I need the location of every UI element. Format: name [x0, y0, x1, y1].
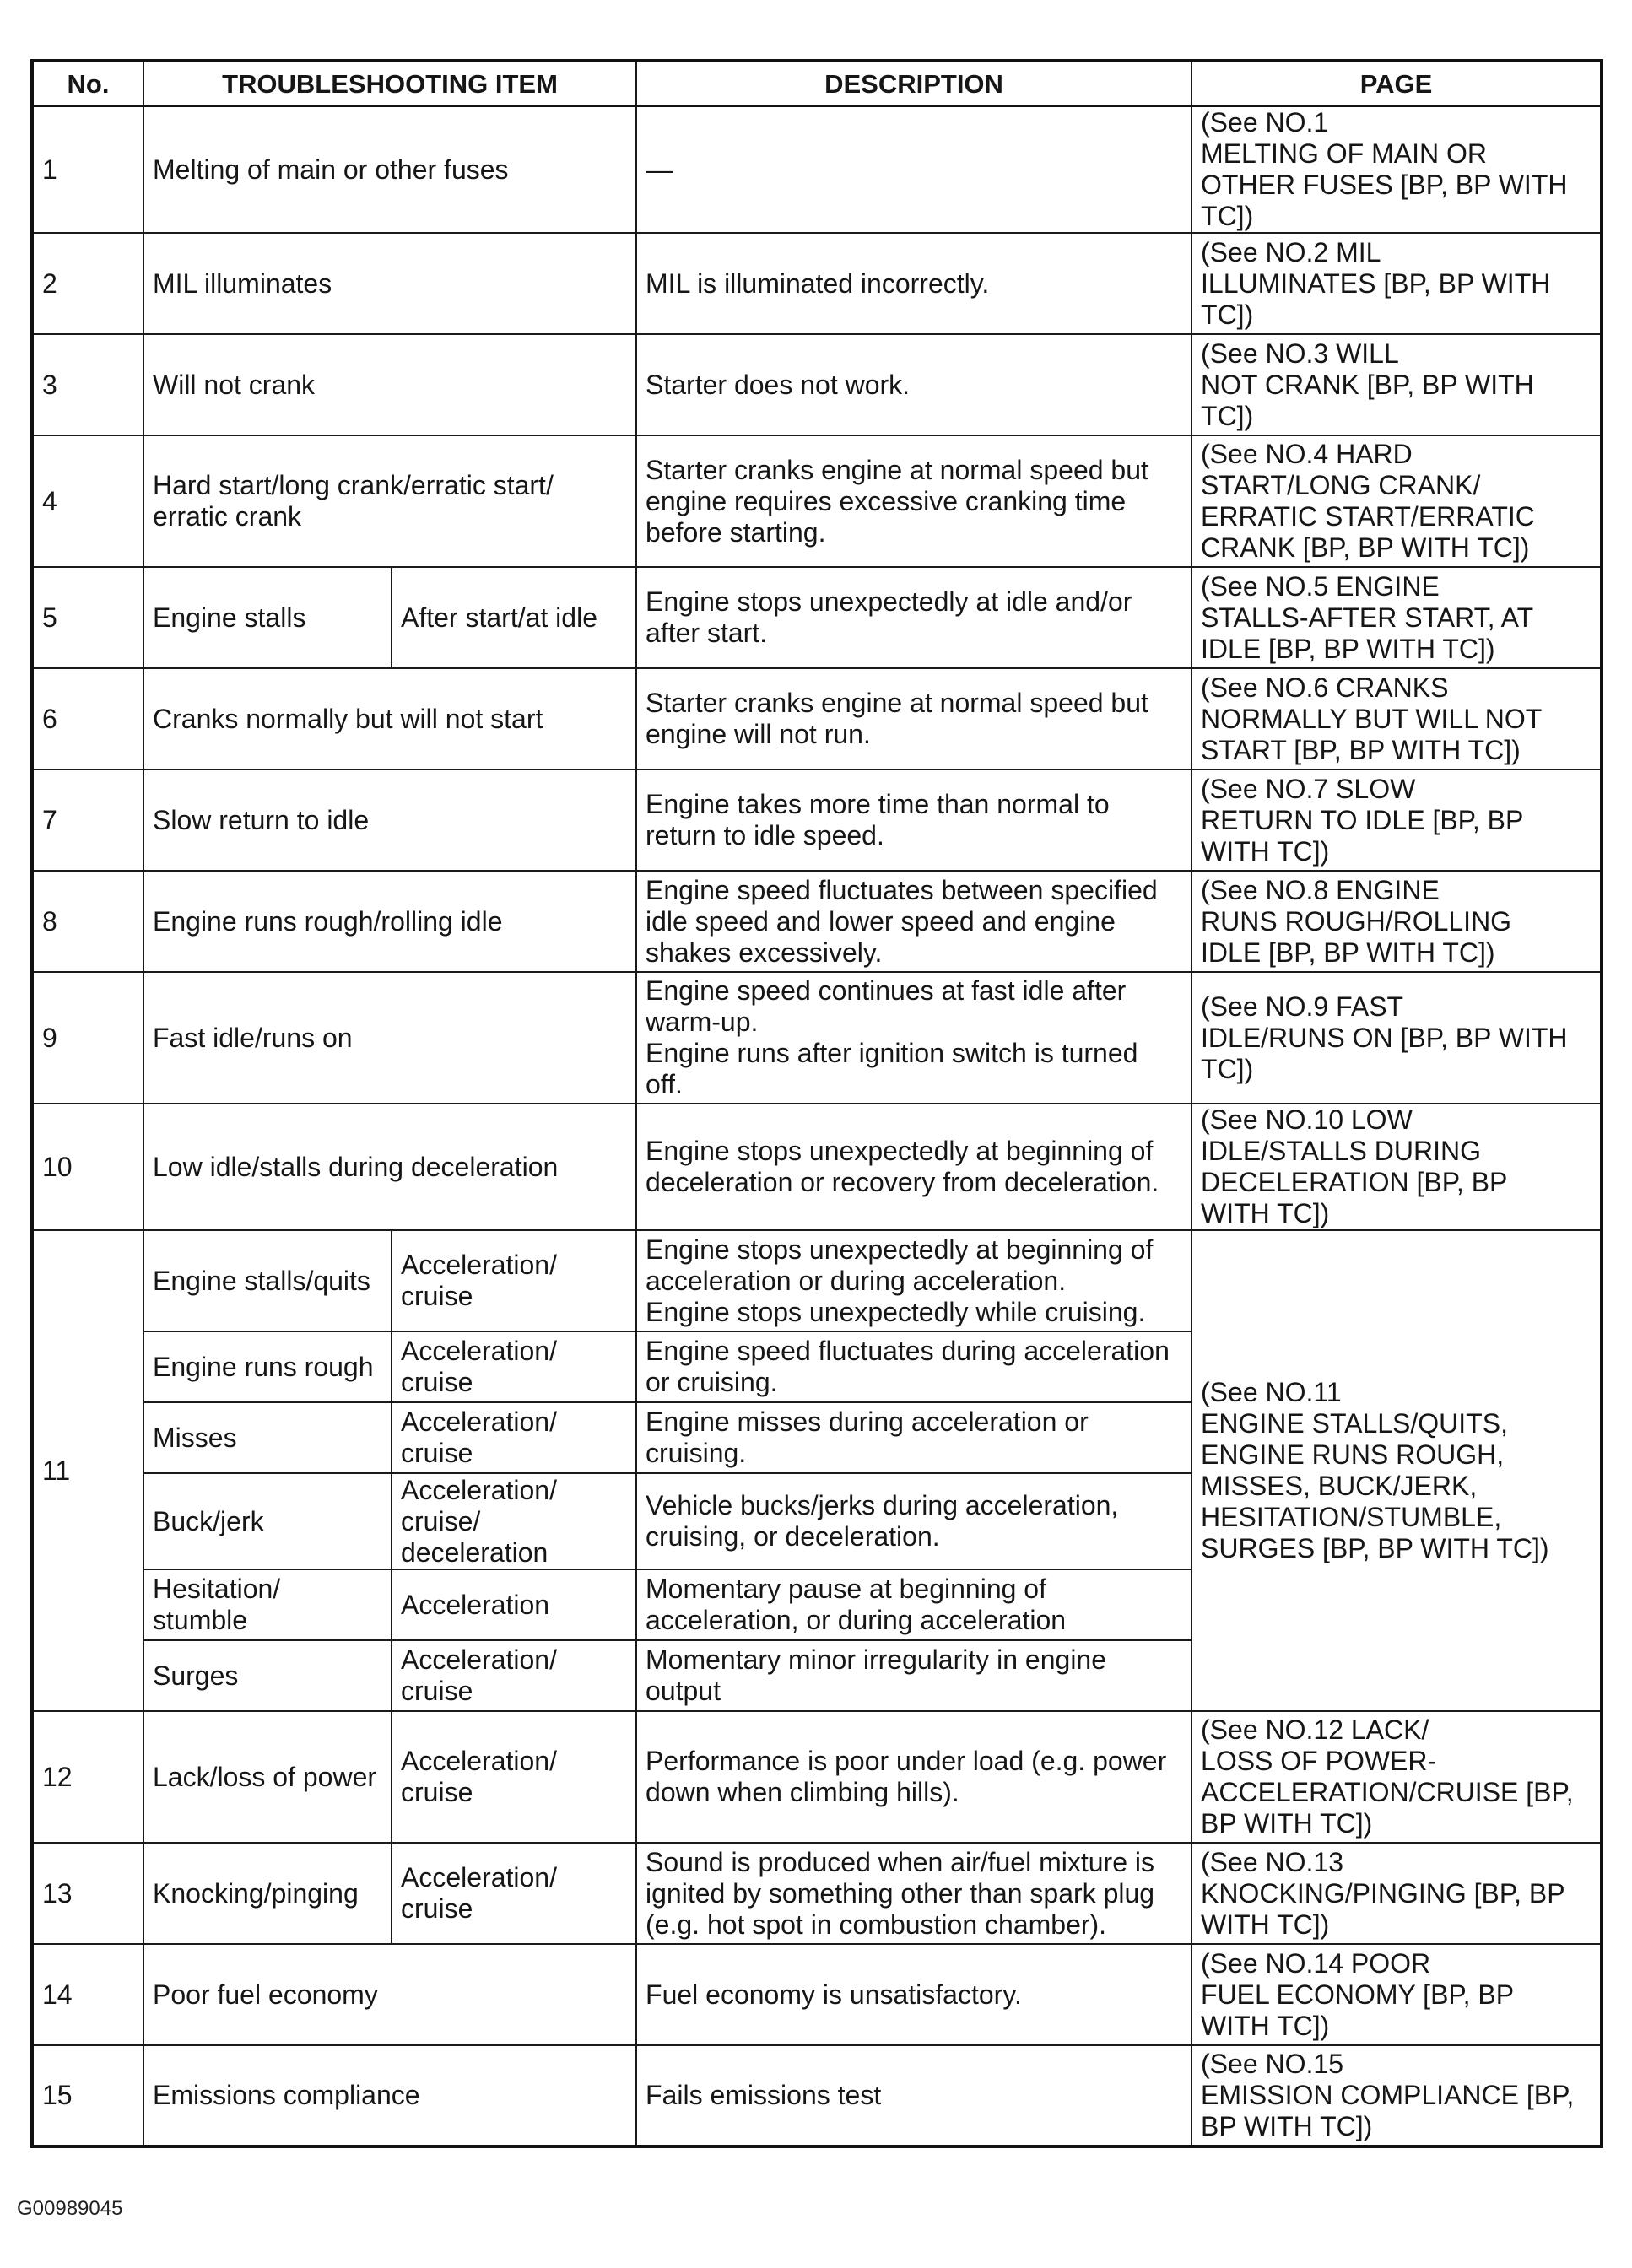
page-reference: (See NO.8 ENGINE RUNS ROUGH/ROLLING IDLE [BP, BP WITH TC])	[1192, 871, 1602, 972]
description: Vehicle bucks/jerks during acceleration, cruising, or deceleration.	[636, 1473, 1192, 1569]
page-reference: (See NO.5 ENGINE STALLS-AFTER START, AT IDLE [BP, BP WITH TC])	[1192, 567, 1602, 668]
troubleshooting-item: Fast idle/runs on	[143, 972, 636, 1104]
row-number: 13	[32, 1843, 143, 1944]
table-row	[32, 334, 1602, 435]
page-reference: (See NO.7 SLOW RETURN TO IDLE [BP, BP WITH TC])	[1192, 770, 1602, 871]
row-number: 4	[32, 435, 143, 567]
row-number: 1	[32, 106, 143, 234]
table-body	[32, 106, 1602, 2147]
row-number: 8	[32, 871, 143, 972]
description: Performance is poor under load (e.g. power down when climbing hills).	[636, 1711, 1192, 1843]
table-row	[32, 1711, 1602, 1843]
figure-code: G00989045	[17, 2197, 123, 2220]
condition: Acceleration	[392, 1569, 636, 1640]
description: Engine stops unexpectedly at idle and/or after start.	[636, 567, 1192, 668]
troubleshooting-item: Poor fuel economy	[143, 1944, 636, 2045]
table-row	[32, 871, 1602, 972]
troubleshooting-item: Will not crank	[143, 334, 636, 435]
description: Sound is produced when air/fuel mixture is ignited by something other than spark plug (e.g. hot spot in combustion chamber).	[636, 1843, 1192, 1944]
troubleshooting-item: Low idle/stalls during deceleration	[143, 1104, 636, 1230]
troubleshooting-item: MIL illuminates	[143, 233, 636, 334]
page-reference: (See NO.12 LACK/ LOSS OF POWER- ACCELERATION/CRUISE [BP, BP WITH TC])	[1192, 1711, 1602, 1843]
row-number: 15	[32, 2045, 143, 2146]
description: Momentary minor irregularity in engine output	[636, 1640, 1192, 1711]
description: Engine stops unexpectedly at beginning of acceleration or during acceleration. Engine stops unexpectedly while cruising.	[636, 1230, 1192, 1331]
troubleshooting-item: Melting of main or other fuses	[143, 106, 636, 234]
condition: Acceleration/ cruise	[392, 1230, 636, 1331]
header-troubleshooting-item: TROUBLESHOOTING ITEM	[143, 61, 636, 106]
condition: Acceleration/ cruise/ deceleration	[392, 1473, 636, 1569]
row-number: 5	[32, 567, 143, 668]
table-row	[32, 1104, 1602, 1230]
description: Starter does not work.	[636, 334, 1192, 435]
page-reference: (See NO.2 MIL ILLUMINATES [BP, BP WITH TC])	[1192, 233, 1602, 334]
page-reference: (See NO.6 CRANKS NORMALLY BUT WILL NOT START [BP, BP WITH TC])	[1192, 668, 1602, 770]
troubleshooting-item: Cranks normally but will not start	[143, 668, 636, 770]
troubleshooting-item: Emissions compliance	[143, 2045, 636, 2146]
table-row	[32, 567, 1602, 668]
description: Momentary pause at beginning of acceleration, or during acceleration	[636, 1569, 1192, 1640]
condition: Acceleration/ cruise	[392, 1711, 636, 1843]
header-description: DESCRIPTION	[636, 61, 1192, 106]
troubleshooting-item: Misses	[143, 1402, 392, 1473]
table-row-11-sub	[32, 1230, 1602, 1331]
troubleshooting-table	[30, 59, 1603, 2148]
description: MIL is illuminated incorrectly.	[636, 233, 1192, 334]
table-row	[32, 972, 1602, 1104]
page-reference: (See NO.3 WILL NOT CRANK [BP, BP WITH TC])	[1192, 334, 1602, 435]
page-reference: (See NO.11 ENGINE STALLS/QUITS, ENGINE RUNS ROUGH, MISSES, BUCK/JERK, HESITATION/STUMBLE, SURGES [BP, BP WITH TC])	[1192, 1230, 1602, 1711]
table-row	[32, 1944, 1602, 2045]
description: Starter cranks engine at normal speed but engine requires excessive cranking time before starting.	[636, 435, 1192, 567]
row-number: 2	[32, 233, 143, 334]
page-reference: (See NO.9 FAST IDLE/RUNS ON [BP, BP WITH TC])	[1192, 972, 1602, 1104]
page-reference: (See NO.10 LOW IDLE/STALLS DURING DECELERATION [BP, BP WITH TC])	[1192, 1104, 1602, 1230]
table-row	[32, 668, 1602, 770]
description: Fuel economy is unsatisfactory.	[636, 1944, 1192, 2045]
page-reference: (See NO.15 EMISSION COMPLIANCE [BP, BP WITH TC])	[1192, 2045, 1602, 2146]
condition: Acceleration/ cruise	[392, 1402, 636, 1473]
row-number: 6	[32, 668, 143, 770]
condition: Acceleration/ cruise	[392, 1640, 636, 1711]
page-reference: (See NO.13 KNOCKING/PINGING [BP, BP WITH TC])	[1192, 1843, 1602, 1944]
table-row	[32, 106, 1602, 234]
description: Engine speed fluctuates between specified idle speed and lower speed and engine shakes excessively.	[636, 871, 1192, 972]
row-number: 3	[32, 334, 143, 435]
table-row	[32, 233, 1602, 334]
row-number: 14	[32, 1944, 143, 2045]
row-number: 7	[32, 770, 143, 871]
page-reference: (See NO.1 MELTING OF MAIN OR OTHER FUSES [BP, BP WITH TC])	[1192, 106, 1602, 234]
condition: Acceleration/ cruise	[392, 1843, 636, 1944]
troubleshooting-item: Engine stalls	[143, 567, 392, 668]
troubleshooting-item: Engine runs rough/rolling idle	[143, 871, 636, 972]
page-reference: (See NO.14 POOR FUEL ECONOMY [BP, BP WITH TC])	[1192, 1944, 1602, 2045]
description: Engine speed continues at fast idle after warm-up. Engine runs after ignition switch is turned off.	[636, 972, 1192, 1104]
troubleshooting-item: Hard start/long crank/erratic start/ erratic crank	[143, 435, 636, 567]
table-row	[32, 2045, 1602, 2146]
table-row	[32, 770, 1602, 871]
description: Engine stops unexpectedly at beginning of deceleration or recovery from deceleration.	[636, 1104, 1192, 1230]
troubleshooting-item: Surges	[143, 1640, 392, 1711]
row-number: 12	[32, 1711, 143, 1843]
description: Fails emissions test	[636, 2045, 1192, 2146]
page-reference: (See NO.4 HARD START/LONG CRANK/ ERRATIC START/ERRATIC CRANK [BP, BP WITH TC])	[1192, 435, 1602, 567]
header-page: PAGE	[1192, 61, 1602, 106]
troubleshooting-item: Lack/loss of power	[143, 1711, 392, 1843]
troubleshooting-item: Engine runs rough	[143, 1331, 392, 1402]
troubleshooting-item: Hesitation/ stumble	[143, 1569, 392, 1640]
condition: After start/at idle	[392, 567, 636, 668]
description: Engine takes more time than normal to return to idle speed.	[636, 770, 1192, 871]
troubleshooting-item: Buck/jerk	[143, 1473, 392, 1569]
condition: Acceleration/ cruise	[392, 1331, 636, 1402]
table-row	[32, 1843, 1602, 1944]
row-number: 9	[32, 972, 143, 1104]
troubleshooting-item: Engine stalls/quits	[143, 1230, 392, 1331]
description: Engine misses during acceleration or cruising.	[636, 1402, 1192, 1473]
description: —	[636, 106, 1192, 234]
header-row	[32, 61, 1602, 106]
header-no: No.	[32, 61, 143, 106]
row-number: 11	[32, 1230, 143, 1711]
troubleshooting-page	[30, 59, 1600, 2148]
troubleshooting-item: Slow return to idle	[143, 770, 636, 871]
description: Engine speed fluctuates during acceleration or cruising.	[636, 1331, 1192, 1402]
table-row	[32, 435, 1602, 567]
description: Starter cranks engine at normal speed but engine will not run.	[636, 668, 1192, 770]
troubleshooting-item: Knocking/pinging	[143, 1843, 392, 1944]
row-number: 10	[32, 1104, 143, 1230]
